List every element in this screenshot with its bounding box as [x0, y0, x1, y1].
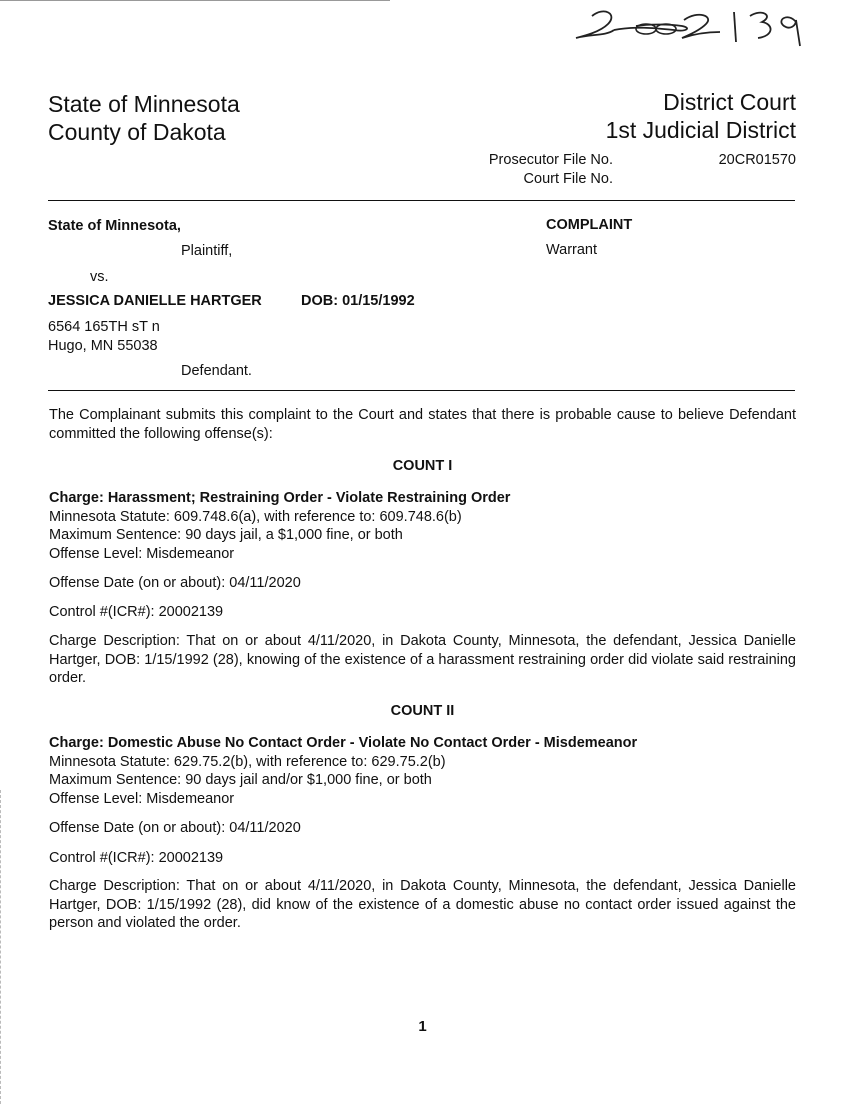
- address-line-2: Hugo, MN 55038: [48, 338, 158, 354]
- state-heading: State of Minnesota: [48, 91, 240, 117]
- handwritten-file-number-icon: [574, 2, 814, 50]
- intro-paragraph: The Complainant submits this complaint to the Court and states that there is probable cause to believe Defendant committed the following offense(s):: [49, 407, 796, 442]
- address-line-1: 6564 165TH sT n: [48, 319, 160, 335]
- prosecutor-file-label: Prosecutor File No.: [488, 152, 613, 168]
- document-type: COMPLAINT: [546, 217, 633, 233]
- plaintiff-label: Plaintiff,: [181, 243, 233, 259]
- header-divider: [48, 200, 795, 201]
- defendant-dob: DOB: 01/15/1992: [301, 293, 415, 309]
- count-2-title: COUNT II: [390, 703, 455, 719]
- top-scan-line: [0, 0, 390, 1]
- left-scan-edge: [0, 790, 1, 1104]
- court-heading: District Court: [663, 89, 796, 115]
- versus-label: vs.: [90, 269, 109, 285]
- count-1-control: Control #(ICR#): 20002139: [49, 604, 224, 620]
- count-2-offense-date: Offense Date (on or about): 04/11/2020: [49, 820, 301, 836]
- count-2-statute: Minnesota Statute: 629.75.2(b), with reference to: 629.75.2(b): [49, 753, 446, 770]
- count-2-control: Control #(ICR#): 20002139: [49, 850, 224, 866]
- county-heading: County of Dakota: [48, 119, 226, 145]
- count-1-details: [49, 489, 796, 563]
- count-2-max-sentence: Maximum Sentence: 90 days jail and/or $1,000 fine, or both: [49, 772, 432, 788]
- count-2-details: [49, 734, 796, 808]
- district-heading: 1st Judicial District: [605, 117, 796, 143]
- count-1-title: COUNT I: [392, 458, 453, 474]
- court-file-label: Court File No.: [523, 171, 613, 187]
- count-1-offense-level: Offense Level: Misdemeanor: [49, 545, 235, 562]
- prosecutor-file-value: 20CR01570: [718, 152, 796, 168]
- count-1-description: Charge Description: That on or about 4/11/2020, in Dakota County, Minnesota, the defendant, Jessica Danielle Hartger, DOB: 1/15/1992 (28), knowing of the existence of a harassment restraining order did violate said restraining order.: [49, 633, 796, 686]
- document-subtype: Warrant: [546, 242, 598, 258]
- count-1-offense-date: Offense Date (on or about): 04/11/2020: [49, 575, 301, 591]
- defendant-name: JESSICA DANIELLE HARTGER: [48, 293, 262, 309]
- page-number: 1: [418, 1018, 427, 1035]
- caption-divider: [48, 390, 795, 391]
- count-1-charge: Charge: Harassment; Restraining Order - Violate Restraining Order: [49, 490, 511, 506]
- plaintiff-name: State of Minnesota,: [48, 218, 181, 234]
- count-2-charge: Charge: Domestic Abuse No Contact Order - Violate No Contact Order - Misdemeanor: [49, 735, 638, 751]
- defendant-label: Defendant.: [181, 363, 252, 379]
- count-1-statute: Minnesota Statute: 609.748.6(a), with reference to: 609.748.6(b): [49, 508, 462, 525]
- count-2-description: Charge Description: That on or about 4/11/2020, in Dakota County, Minnesota, the defendant, Jessica Danielle Hartger, DOB: 1/15/1992 (28), did know of the existence of a domestic abuse no contact order issued against the person and violated the order.: [49, 878, 796, 931]
- count-2-offense-level: Offense Level: Misdemeanor: [49, 790, 235, 807]
- count-1-max-sentence: Maximum Sentence: 90 days jail, a $1,000 fine, or both: [49, 527, 403, 543]
